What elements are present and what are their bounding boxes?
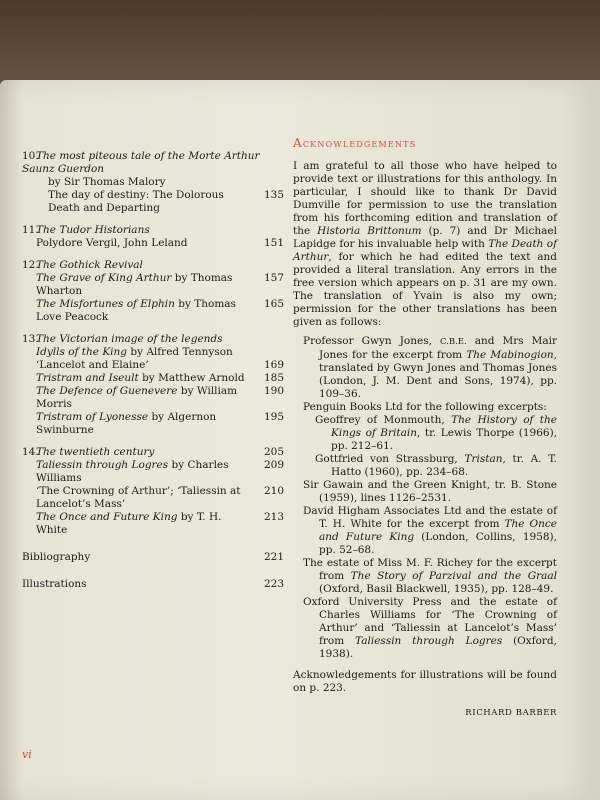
section-heading: Acknowledgements <box>293 136 417 150</box>
work-title: Idylls of the King <box>36 346 128 358</box>
work-author: by William Morris <box>36 385 238 410</box>
illustrations-note: Acknowledgements for illustrations will be found on p. 223. <box>293 669 557 694</box>
work-title: The History of the Kings of Britain <box>331 414 558 439</box>
work-title: ‘The Crowning of Arthur’; ‘Taliessin at Lancelot’s Mass’ <box>36 485 241 510</box>
text-run: Gottfried von Strassburg, <box>315 453 465 465</box>
signature: RICHARD BARBER <box>465 708 557 718</box>
page-number: 165 <box>263 298 284 310</box>
permissions-list <box>293 335 557 661</box>
toc-entry <box>22 150 284 215</box>
toc-entry <box>22 259 284 324</box>
text-run: , tr. A. T. Hatto (1960), pp. 234–68. <box>331 453 557 478</box>
text-run: , translated by Gwyn Jones and Thomas Jones (London, J. M. Dent and Sons, 1974), pp. 109–36. <box>319 349 558 400</box>
entry-title: The twentieth century <box>36 446 155 458</box>
work-title: The Defence of Guenevere <box>36 385 178 397</box>
entry-title: The most piteous tale of the Morte Arthur Saunz Guerdon <box>22 150 260 175</box>
permission-item <box>303 479 557 505</box>
work-title: The Death of Arthur <box>293 238 557 263</box>
text-run: and Mrs Mair Jones for the excerpt from <box>319 335 557 361</box>
page-number: 190 <box>263 385 284 397</box>
text-run: Sir Gawain and the Green Knight, tr. B. Stone (1959), lines 1126–2531. <box>303 479 557 504</box>
work-title: The Once and Future King <box>319 518 557 543</box>
work-title: Tristan <box>464 453 503 465</box>
toc-entry <box>22 224 284 250</box>
entry-subtitle: Polydore Vergil, John Leland <box>36 237 188 249</box>
permission-item <box>315 453 557 479</box>
text-run: C.B.E. <box>439 337 467 347</box>
page-number: 169 <box>263 359 284 371</box>
page-number: 185 <box>263 372 284 384</box>
page-folio: vi <box>22 748 32 761</box>
work-author: by Charles Williams <box>36 459 229 484</box>
toc-entry <box>22 446 284 537</box>
permission-item <box>303 335 557 401</box>
work-title: Taliessin through Logres <box>36 459 169 471</box>
permission-item <box>303 557 557 596</box>
entry-title: Illustrations <box>22 578 87 590</box>
book-cover-edge <box>0 0 600 86</box>
permission-item <box>303 505 557 557</box>
text-run: The estate of Miss M. F. Richey for the excerpt from <box>303 557 557 582</box>
page-number: 135 <box>263 189 284 201</box>
permission-item <box>303 596 557 661</box>
work-author: by Matthew Arnold <box>138 372 245 384</box>
work-author: by Alfred Tennyson <box>127 346 233 358</box>
work-author: by Algernon Swinburne <box>36 411 217 436</box>
text-run: David Higham Associates Ltd and the estate of T. H. White for the excerpt from <box>303 505 557 530</box>
permission-item <box>315 414 557 453</box>
work-author: by Thomas Love Peacock <box>36 298 236 323</box>
work-title: ‘Lancelot and Elaine’ <box>36 359 149 371</box>
entry-title: The Gothick Revival <box>36 259 143 271</box>
entry-number: 12. <box>22 259 39 271</box>
entry-subtitle: by Sir Thomas Malory <box>48 176 166 188</box>
entry-title: Bibliography <box>22 551 91 563</box>
work-title: The Misfortunes of Elphin <box>36 298 175 310</box>
entry-number: 13. <box>22 333 39 345</box>
work-title: The Grave of King Arthur <box>36 272 172 284</box>
page-gutter-shadow <box>0 80 22 800</box>
entry-subtitle: The day of destiny: The Dolorous Death and Departing <box>48 189 224 214</box>
work-author: by Thomas Wharton <box>36 272 233 297</box>
text-run: Professor Gwyn Jones, <box>303 335 440 347</box>
toc-entry-illustrations <box>22 578 284 591</box>
page-number: 213 <box>263 511 284 523</box>
work-title: The Once and Future King <box>36 511 178 523</box>
page-number: 221 <box>263 551 284 563</box>
text-run: Geoffrey of Monmouth, <box>315 414 452 426</box>
work-author: by T. H. White <box>36 511 222 536</box>
contents-list <box>22 150 284 600</box>
text-run: Penguin Books Ltd for the following excerpts: <box>303 401 547 413</box>
page-number: 210 <box>263 485 284 497</box>
page-number: 151 <box>263 237 284 249</box>
permission-item <box>303 401 557 414</box>
entry-title: The Tudor Historians <box>36 224 150 236</box>
page-number: 209 <box>263 459 284 471</box>
page-number: 223 <box>263 578 284 590</box>
toc-entry <box>22 333 284 437</box>
acknowledgements-section <box>293 137 557 720</box>
toc-entry-bibliography <box>22 551 284 564</box>
work-title: The Mabinogion <box>466 349 554 361</box>
page-number: 157 <box>263 272 284 284</box>
text-run: I am grateful to all those who have helped to provide text or illustrations for this anthology. In particular, I should like to thank Dr David Dumville for permission to use the translation from his forthcoming edition and translation of the <box>293 160 557 237</box>
text-run: , tr. Lewis Thorpe (1966), pp. 212–61. <box>331 427 558 452</box>
text-run: (Oxford, 1938). <box>319 635 557 660</box>
work-title: The Story of Parzival and the Graal <box>350 570 557 582</box>
text-run: , for which he had edited the text and provided a literal translation. Any errors in the free version which appears on p. 31 are my own. The translation of Yvain is also my own; permission for the other translations has been given as follows: <box>293 251 557 328</box>
entry-number: 11. <box>22 224 39 236</box>
work-title: Historia Brittonum <box>317 225 422 237</box>
text-run: (London, Collins, 1958), pp. 52–68. <box>319 531 557 556</box>
entry-number: 10. <box>22 150 39 162</box>
text-run: (Oxford, Basil Blackwell, 1935), pp. 128–49. <box>319 583 554 595</box>
entry-number: 14. <box>22 446 39 458</box>
text-run: Oxford University Press and the estate of Charles Williams for ‘The Crowning of Arthur’ and ‘Taliessin at Lancelot’s Mass’ from <box>303 596 557 647</box>
entry-title: The Victorian image of the legends <box>36 333 223 345</box>
work-title: Taliessin through Logres <box>355 635 503 647</box>
page-number: 205 <box>263 446 284 458</box>
text-run: (p. 7) and Dr Michael Lapidge for his invaluable help with <box>293 225 557 250</box>
intro-paragraph <box>293 160 557 329</box>
page-number: 195 <box>263 411 284 423</box>
work-title: Tristram and Iseult <box>36 372 139 384</box>
work-title: Tristram of Lyonesse <box>36 411 149 423</box>
